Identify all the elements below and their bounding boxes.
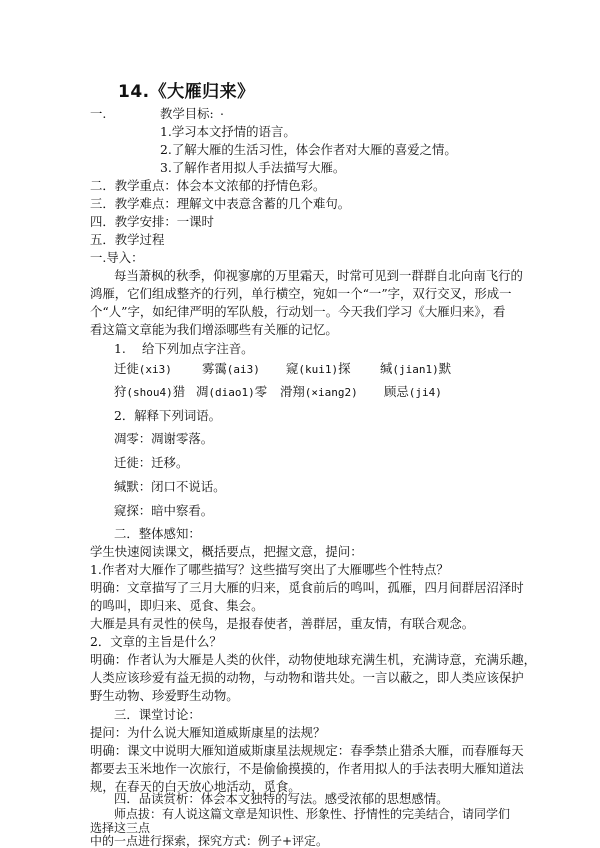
section-1-number: 一. bbox=[90, 106, 107, 121]
discuss-line: 规，在春天的白天放心地活动，觅食。 bbox=[90, 779, 301, 794]
pinyin-reading: (ai3) bbox=[226, 363, 260, 376]
lesson-title: 14.《大雁归来》 bbox=[118, 82, 255, 102]
pinyin-reading: (×iang2) bbox=[304, 386, 358, 399]
intro-line: 每当萧枫的秋季，仰视寥廓的万里霜天，时常可见到一群群自北向南飞行的 bbox=[114, 268, 523, 283]
overall-line: 大雁是具有灵性的侯鸟，是报春使者，善群居，重友情，有联合观念。 bbox=[90, 616, 475, 631]
pinyin-word: 狩 bbox=[114, 384, 127, 399]
pinyin-word-tail: 猎 bbox=[172, 384, 186, 399]
section-4: 四．教学安排：一课时 bbox=[90, 214, 214, 229]
section-3: 三．教学难点：理解文中表意含蓄的几个难句。 bbox=[90, 196, 351, 211]
overall-line: 明确：文章描写了三月大雁的归来，觅食前后的鸣叫，孤雁，四月间群居沼泽时 bbox=[90, 580, 524, 595]
section-5: 五．教学过程 bbox=[90, 232, 165, 247]
intro-line: 看这篇文章能为我们增添哪些有关雁的记忆。 bbox=[90, 322, 338, 337]
overall-line: 学生快速阅读课文，概括要点，把握文意，提问： bbox=[90, 544, 363, 559]
pinyin-entry bbox=[114, 384, 185, 401]
pinyin-heading: 给下列加点字注音。 bbox=[142, 341, 254, 356]
overall-line: 明确：作者认为大雁是人类的伙伴，动物使地球充满生机，充满诗意，充满乐趣， bbox=[90, 652, 537, 667]
discuss-heading: 三．课堂讨论： bbox=[114, 707, 201, 722]
pinyin-reading: (kui1) bbox=[298, 363, 339, 376]
overall-heading: 二．整体感知： bbox=[114, 526, 201, 541]
pinyin-word: 窥 bbox=[286, 361, 299, 376]
overall-line: 1.作者对大雁作了哪些描写？这些描写突出了大雁哪些个性特点？ bbox=[90, 562, 449, 577]
discuss-line: 明确：课文中说明大雁知道威斯康星法规规定：春季禁止猎杀大雁，而春雁每天 bbox=[90, 743, 524, 758]
pinyin-word: 缄 bbox=[380, 361, 393, 376]
vocab-item: 迁徙：迁移。 bbox=[114, 455, 189, 470]
goal-item: 3.了解作者用拟人手法描写大雁。 bbox=[160, 160, 346, 175]
pinyin-entry bbox=[202, 361, 260, 378]
pinyin-entry bbox=[380, 361, 451, 378]
appreciate-line: 选择这三点 bbox=[90, 821, 151, 835]
vocab-item: 窥探：暗中察看。 bbox=[114, 503, 214, 518]
section-1-heading: 教学目标: bbox=[160, 106, 214, 121]
overall-line: 的鸣叫，即归来、觅食、集会。 bbox=[90, 598, 264, 613]
intro-line: 个“人”字，如纪律严明的军队般，行动划一。今天我们学习《大雁归来》，看 bbox=[90, 304, 506, 319]
discuss-line: 提问：为什么说大雁知道威斯康星的法规？ bbox=[90, 725, 326, 740]
pinyin-word: 顾忌 bbox=[384, 384, 409, 399]
pinyin-reading: (shou4) bbox=[126, 386, 173, 399]
pinyin-word: 凋 bbox=[196, 384, 209, 399]
appreciate-heading: 四．品读赏析：体会本文独特的写法。感受浓郁的思想感情。 bbox=[114, 791, 449, 806]
vocab-heading: 2．解释下列词语。 bbox=[114, 408, 222, 423]
goal-item: 1.学习本文抒情的语言。 bbox=[160, 124, 296, 139]
pinyin-entry bbox=[280, 384, 358, 401]
pinyin-reading: (xi3) bbox=[138, 363, 172, 376]
pinyin-word-tail: 零 bbox=[254, 384, 268, 399]
vocab-item: 缄默：闭口不说话。 bbox=[114, 479, 226, 494]
section-1-heading-mark: . bbox=[220, 103, 224, 118]
appreciate-line: 师点拔：有人说这篇文章是知识性、形象性、抒情性的完美结合，请同学们 bbox=[114, 807, 511, 821]
pinyin-word: 滑翔 bbox=[280, 384, 305, 399]
pinyin-reading: (jian1) bbox=[392, 363, 439, 376]
section-2: 二．教学重点：体会本文浓郁的抒情色彩。 bbox=[90, 178, 326, 193]
overall-line: 人类应该珍爱有益无损的动物，与动物和谐共处。一言以蔽之，即人类应该保护 bbox=[90, 670, 524, 685]
pinyin-word-tail: 默 bbox=[438, 361, 452, 376]
pinyin-entry bbox=[114, 361, 172, 378]
vocab-item: 凋零：凋谢零落。 bbox=[114, 431, 214, 446]
pinyin-word: 雾霭 bbox=[202, 361, 227, 376]
pinyin-reading: (diao1) bbox=[208, 386, 255, 399]
appreciate-line: 中的一点进行探索，探究方式：例子+评定。 bbox=[90, 834, 329, 848]
pinyin-entry bbox=[384, 384, 442, 401]
discuss-line: 都要去玉米地作一次旅行，不是偷偷摸摸的，作者用拟人的手法表明大雁知道法 bbox=[90, 761, 524, 776]
pinyin-entry bbox=[196, 384, 267, 401]
overall-line: 野生动物、珍爱野生动物。 bbox=[90, 688, 239, 703]
pinyin-word-tail: 探 bbox=[338, 361, 351, 376]
overall-line: 2．文章的主旨是什么？ bbox=[90, 634, 222, 649]
goal-item: 2.了解大雁的生活习性，体会作者对大雁的喜爱之情。 bbox=[160, 142, 457, 157]
intro-line: 鸿雁，它们组成整齐的行列，单行横空，宛如一个“一”字，双行交叉，形成一 bbox=[90, 286, 512, 301]
intro-heading: 一.导入： bbox=[90, 250, 144, 265]
pinyin-word: 迁徙 bbox=[114, 361, 139, 376]
pinyin-reading: (ji4) bbox=[408, 386, 442, 399]
pinyin-entry bbox=[286, 361, 351, 378]
pinyin-heading-number: 1. bbox=[114, 341, 126, 356]
